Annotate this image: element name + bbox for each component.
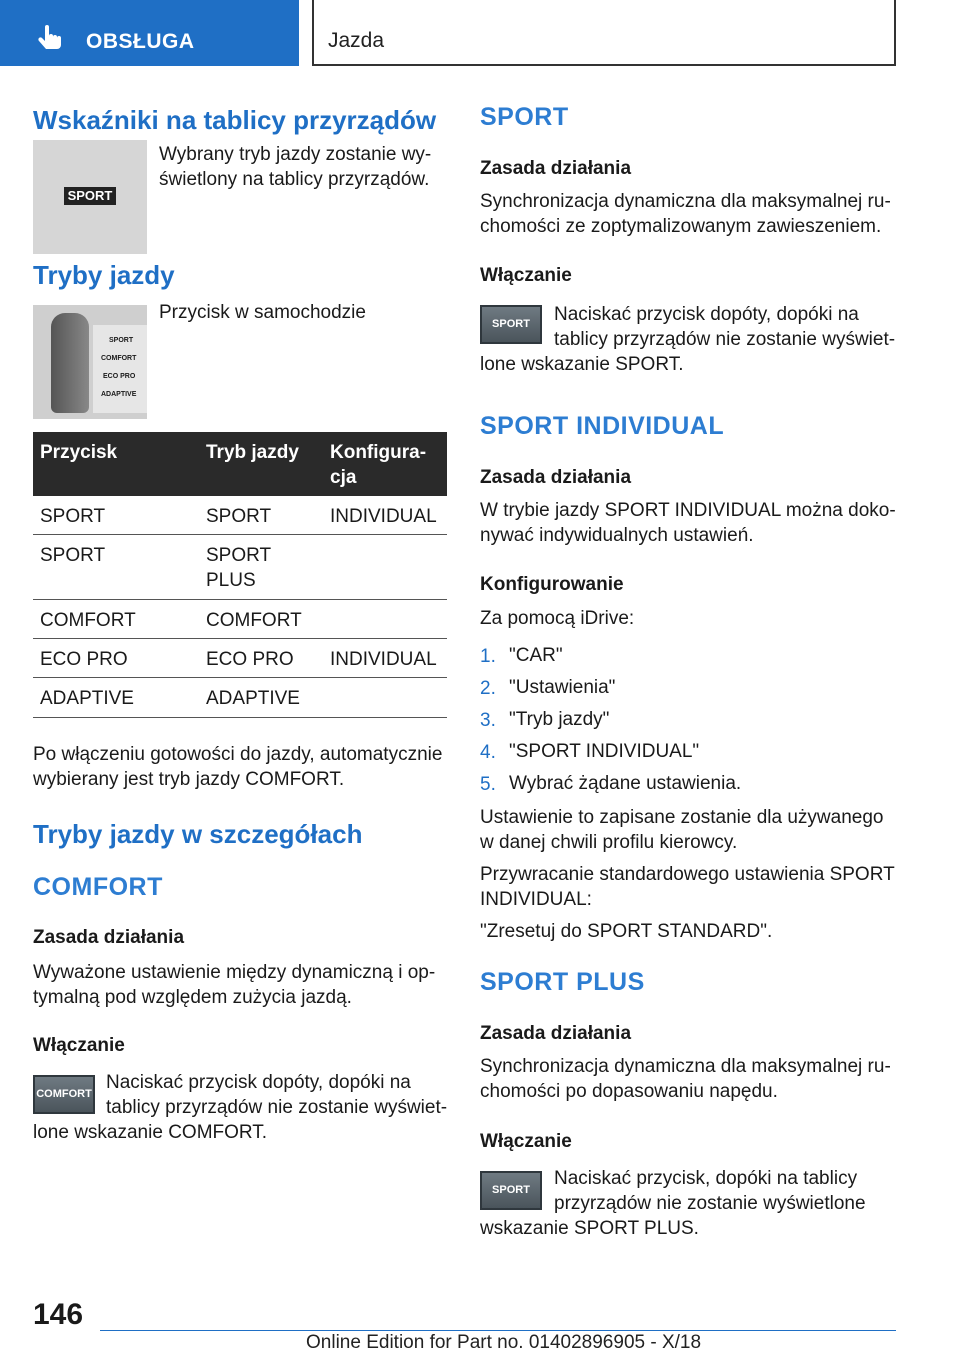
footer-divider [100, 1330, 896, 1331]
button-image [33, 305, 147, 419]
sport-principle-1: Synchronizacja dynamiczna dla maksymalnej ru- [480, 191, 891, 212]
plus-principle-1: Synchronizacja dynamiczna dla maksymalnej ru- [480, 1056, 891, 1077]
col-header-config-2: cja [330, 467, 357, 488]
cell: SPORT [40, 545, 106, 566]
cell: COMFORT [206, 610, 302, 631]
heading-modes: Tryby jazdy [33, 260, 175, 290]
step-number: 2. [480, 678, 496, 699]
ind-config-intro: Za pomocą iDrive: [480, 608, 635, 629]
button-label-eco: ECO PRO [103, 373, 136, 380]
comfort-on-2: tablicy przyrządów nie zostanie wyświet- [106, 1097, 448, 1118]
sport-principle-2: chomości ze zoptymalizowanym zawieszeniem. [480, 216, 882, 237]
plus-on-heading: Włączanie [480, 1131, 572, 1152]
col-header-button: Przycisk [40, 442, 118, 463]
step-text: Wybrać żądane ustawienia. [509, 773, 742, 794]
step-number: 4. [480, 742, 496, 763]
plus-on-3: wskazanie SPORT PLUS. [480, 1218, 699, 1239]
comfort-button-image [33, 1075, 95, 1114]
heading-details: Tryby jazdy w szczegółach [33, 819, 363, 849]
ind-restore-2: INDIVIDUAL: [480, 889, 592, 910]
cell: SPORT [40, 506, 106, 527]
sport-principle-heading: Zasada działania [480, 158, 632, 179]
ind-config-heading: Konfigurowanie [480, 574, 624, 595]
cell: ECO PRO [40, 649, 128, 670]
sport-on-3: lone wskazanie SPORT. [480, 354, 684, 375]
ind-restore-3: "Zresetuj do SPORT STANDARD". [480, 921, 773, 942]
sport-pill-label: SPORT [492, 318, 530, 330]
cell: COMFORT [40, 610, 136, 631]
heading-sport-plus: SPORT PLUS [480, 968, 645, 996]
hand-pointer-icon [36, 24, 66, 54]
table-row [33, 535, 447, 600]
col-header-mode: Tryb jazdy [206, 442, 299, 463]
step-text: "Tryb jazdy" [509, 709, 610, 730]
chapter-label: Jazda [328, 29, 385, 52]
step-text: "SPORT INDIVIDUAL" [509, 741, 700, 762]
ind-saved-1: Ustawienie to zapisane zostanie dla używanego [480, 807, 884, 828]
sport-on-1: Naciskać przycisk dopóty, dopóki na [554, 304, 859, 325]
cell: ECO PRO [206, 649, 294, 670]
comfort-principle-1: Wyważone ustawienie między dynamiczną i op- [33, 962, 436, 983]
after-table-1: Po włączeniu gotowości do jazdy, automatycznie [33, 744, 443, 765]
section-tab[interactable] [0, 0, 299, 66]
ind-principle-1: W trybie jazdy SPORT INDIVIDUAL można doko- [480, 500, 896, 521]
plus-principle-2: chomości po dopasowaniu napędu. [480, 1081, 778, 1102]
plus-on-1: Naciskać przycisk, dopóki na tablicy [554, 1168, 858, 1189]
sport-button-image [480, 305, 542, 344]
cell: SPORT [206, 545, 272, 566]
heading-sport: SPORT [480, 103, 569, 131]
table-row [33, 496, 447, 535]
button-labels-panel [93, 325, 147, 413]
sport-on-heading: Włączanie [480, 265, 572, 286]
ind-saved-2: w danej chwili profilu kierowcy. [480, 832, 738, 853]
button-label-adaptive: ADAPTIVE [101, 391, 137, 398]
heading-comfort: COMFORT [33, 873, 163, 901]
comfort-principle-2: tymalną pod względem zużycia jazdą. [33, 987, 352, 1008]
table-row [33, 639, 447, 678]
comfort-principle-heading: Zasada działania [33, 927, 185, 948]
button-label-sport: SPORT [109, 337, 134, 344]
step-number: 1. [480, 646, 496, 667]
button-label-comfort: COMFORT [101, 355, 137, 362]
table-header [33, 432, 447, 496]
cell: ADAPTIVE [40, 688, 134, 709]
button-panel [51, 313, 89, 413]
indicator-text-1: Wybrany tryb jazdy zostanie wy- [159, 144, 432, 165]
heading-indicators: Wskaźniki na tablicy przyrządów [33, 105, 437, 135]
step-number: 5. [480, 774, 496, 795]
cell: ADAPTIVE [206, 688, 300, 709]
sport-plus-button-image [480, 1171, 542, 1210]
indicator-image [33, 140, 147, 254]
page-number: 146 [33, 1298, 84, 1331]
comfort-pill-label: COMFORT [36, 1088, 92, 1100]
cell: SPORT [206, 506, 272, 527]
button-caption: Przycisk w samochodzie [159, 302, 366, 323]
sport-on-2: tablicy przyrządów nie zostanie wyświet- [554, 329, 896, 350]
table-row [33, 600, 447, 639]
plus-on-2: przyrządów nie zostanie wyświetlone [554, 1193, 866, 1214]
cell: INDIVIDUAL [330, 506, 437, 527]
table-row [33, 678, 447, 718]
plus-principle-heading: Zasada działania [480, 1023, 632, 1044]
heading-sport-individual: SPORT INDIVIDUAL [480, 412, 725, 440]
footer-edition: Online Edition for Part no. 01402896905 - X/18 [306, 1332, 702, 1353]
step-number: 3. [480, 710, 496, 731]
col-header-config: Konfigura- [330, 442, 427, 463]
chapter-header [312, 0, 896, 66]
sport-indicator-label: SPORT [64, 187, 116, 205]
after-table-2: wybierany jest tryb jazdy COMFORT. [33, 769, 345, 790]
step-text: "CAR" [509, 645, 563, 666]
step-text: "Ustawienia" [509, 677, 616, 698]
ind-principle-heading: Zasada działania [480, 467, 632, 488]
ind-principle-2: nywać indywidualnych ustawień. [480, 525, 754, 546]
comfort-on-3: lone wskazanie COMFORT. [33, 1122, 268, 1143]
plus-pill-label: SPORT [492, 1184, 530, 1196]
ind-restore-1: Przywracanie standardowego ustawienia SPORT [480, 864, 895, 885]
comfort-on-heading: Włączanie [33, 1035, 125, 1056]
cell: PLUS [206, 570, 256, 591]
comfort-on-1: Naciskać przycisk dopóty, dopóki na [106, 1072, 411, 1093]
section-label: OBSŁUGA [86, 30, 195, 53]
indicator-text-2: świetlony na tablicy przyrządów. [159, 169, 430, 190]
cell: INDIVIDUAL [330, 649, 437, 670]
